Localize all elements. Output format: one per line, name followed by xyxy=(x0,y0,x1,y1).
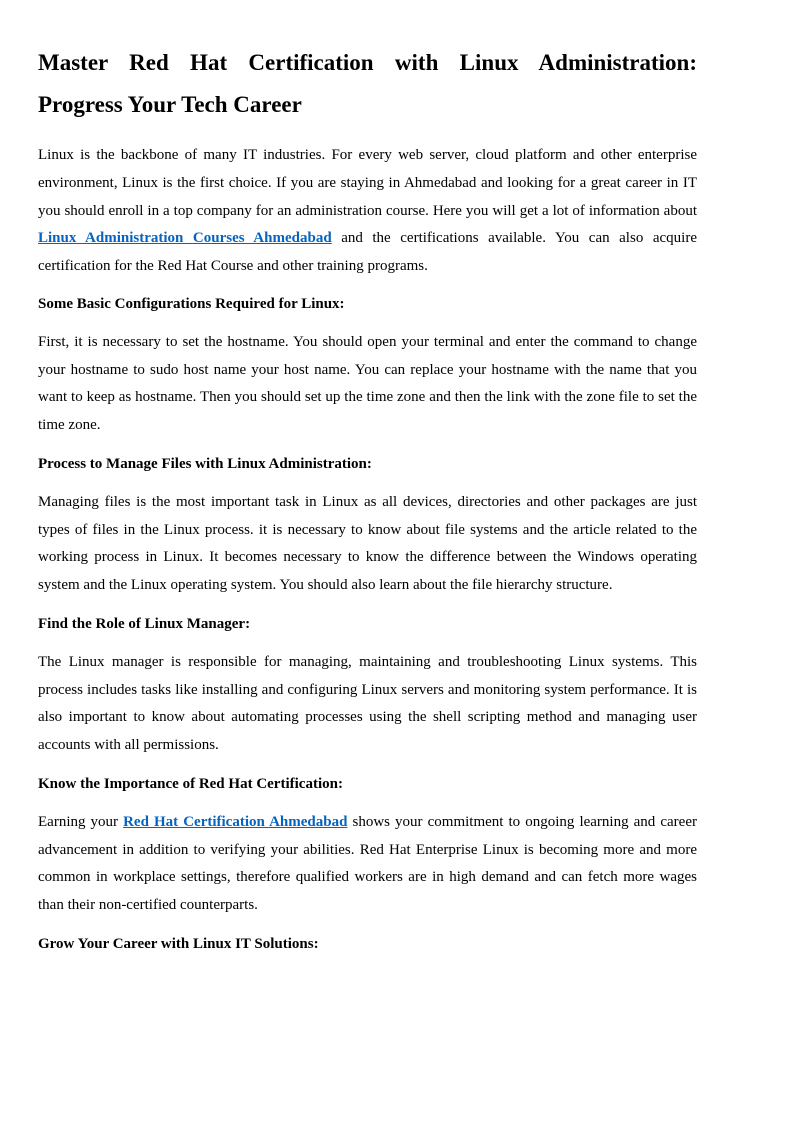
section-body-manage-files: Managing files is the most important task in Linux as all devices, directories and other packages are just types of files in the Linux process. it is necessary to know about file systems and the article related to the working process in Linux. It becomes necessary to know the difference between the Windows operating system and the Linux operating system. You should also learn about the file hierarchy structure. xyxy=(38,493,697,594)
section-heading-linux-manager-role: Find the Role of Linux Manager: xyxy=(38,615,251,632)
section-body-red-hat-importance xyxy=(38,809,697,920)
section-heading-grow-career: Grow Your Career with Linux IT Solutions: xyxy=(38,935,319,952)
red-hat-text-after-link: shows your commitment to ongoing learning and career advancement in addition to verifying your abilities. Red Hat Enterprise Linux is becoming more and more common in workplace settings, therefore qualified workers are in high demand and can fetch more wages than their non-certified counterparts. xyxy=(38,813,697,914)
section-heading-red-hat-importance: Know the Importance of Red Hat Certification: xyxy=(38,775,343,792)
title-line-1: Master Red Hat Certification with Linux Administration: xyxy=(38,50,697,75)
linux-administration-courses-link[interactable]: Linux Administration Courses Ahmedabad xyxy=(38,230,332,247)
document-title xyxy=(38,42,697,126)
title-line-2: Progress Your Tech Career xyxy=(38,92,302,117)
section-body-basic-configurations: First, it is necessary to set the hostname. You should open your terminal and enter the command to change your hostname to sudo host name your host name. You can replace your hostname with the name that you want to keep as hostname. Then you should set up the time zone and then the link with the zone file to set the time zone. xyxy=(38,333,697,434)
intro-text-before-link: Linux is the backbone of many IT industries. For every web server, cloud platform and other enterprise environment, Linux is the first choice. If you are staying in Ahmedabad and looking for a great career in IT you should enroll in a top company for an administration course. Here you will get a lot of information about xyxy=(38,147,697,219)
intro-paragraph xyxy=(38,142,697,281)
section-body-linux-manager-role: The Linux manager is responsible for managing, maintaining and troubleshooting Linux systems. This process includes tasks like installing and configuring Linux servers and monitoring system performance. It is also important to know about automating processes using the shell scripting method and managing user accounts with all permissions. xyxy=(38,653,697,754)
document-page xyxy=(38,42,697,959)
intro-text-after-link: and the certifications available. You can also acquire certification for the Red Hat Course and other training programs. xyxy=(38,230,697,275)
red-hat-certification-link[interactable]: Red Hat Certification Ahmedabad xyxy=(123,813,348,830)
section-heading-manage-files: Process to Manage Files with Linux Administration: xyxy=(38,455,372,472)
red-hat-text-before-link: Earning your xyxy=(38,813,124,830)
section-heading-basic-configurations: Some Basic Configurations Required for Linux: xyxy=(38,295,345,312)
